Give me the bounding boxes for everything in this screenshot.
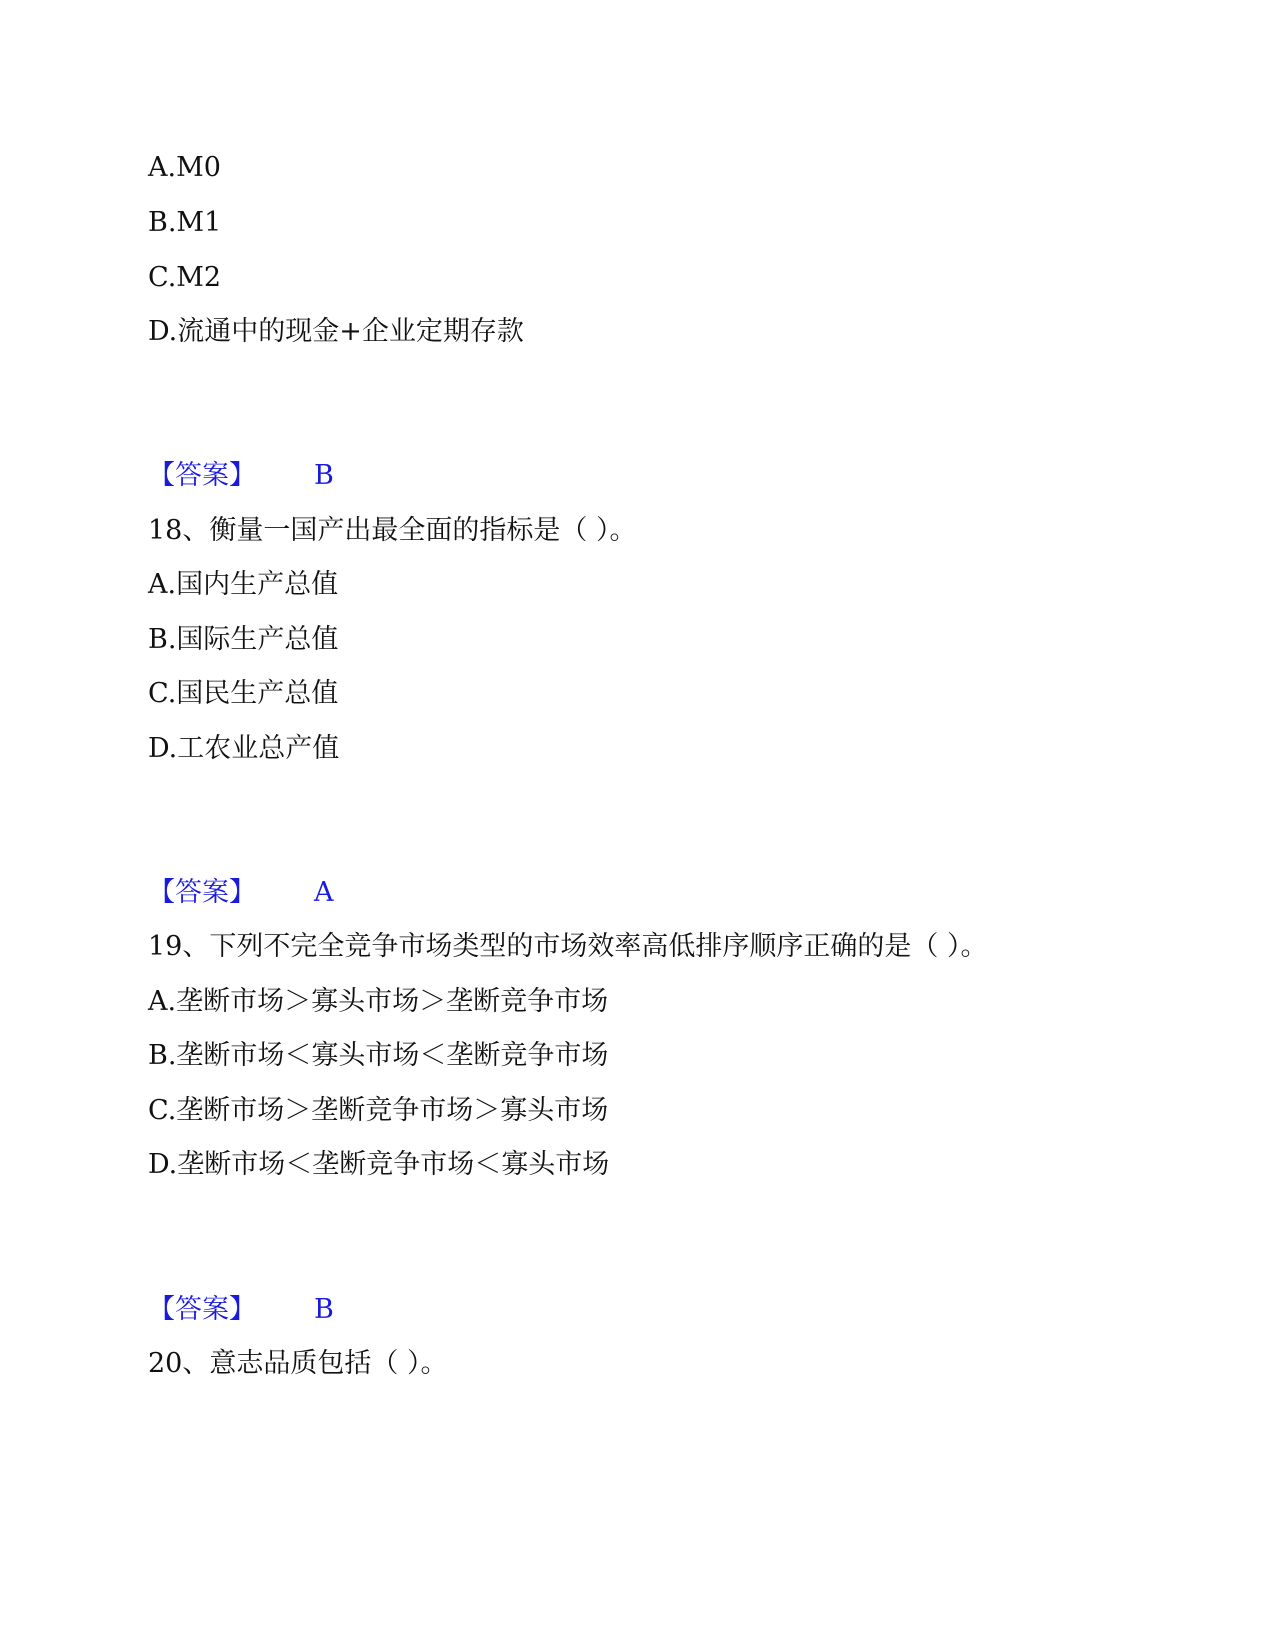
q19-option-a: A.垄断市场＞寡头市场＞垄断竞争市场	[148, 986, 609, 1017]
q19-option-c: C.垄断市场＞垄断竞争市场＞寡头市场	[148, 1095, 609, 1126]
answer-label: 【答案】	[148, 1294, 256, 1325]
answer-label: 【答案】	[148, 460, 256, 491]
q20-question: 20、意志品质包括（ ）。	[148, 1348, 448, 1379]
q19-option-b: B.垄断市场＜寡头市场＜垄断竞争市场	[148, 1040, 609, 1071]
q18-answer	[148, 875, 334, 911]
q18-option-a: A.国内生产总值	[148, 569, 339, 600]
q19-question: 19、下列不完全竞争市场类型的市场效率高低排序顺序正确的是（ ）。	[148, 931, 988, 962]
answer-letter: B	[314, 1294, 334, 1325]
q18-option-c: C.国民生产总值	[148, 678, 339, 709]
q17-option-d: D.流通中的现金+企业定期存款	[148, 316, 524, 347]
q18-question: 18、衡量一国产出最全面的指标是（ ）。	[148, 515, 637, 546]
q17-option-a: A.M0	[148, 152, 221, 183]
answer-letter: A	[314, 877, 334, 908]
q17-answer	[148, 458, 334, 494]
q18-option-b: B.国际生产总值	[148, 624, 339, 655]
answer-letter: B	[314, 460, 334, 491]
q18-option-d: D.工农业总产值	[148, 733, 340, 764]
q19-option-d: D.垄断市场＜垄断竞争市场＜寡头市场	[148, 1149, 610, 1180]
q17-option-c: C.M2	[148, 262, 222, 293]
answer-label: 【答案】	[148, 877, 256, 908]
q17-option-b: B.M1	[148, 207, 222, 238]
q19-answer	[148, 1292, 334, 1328]
